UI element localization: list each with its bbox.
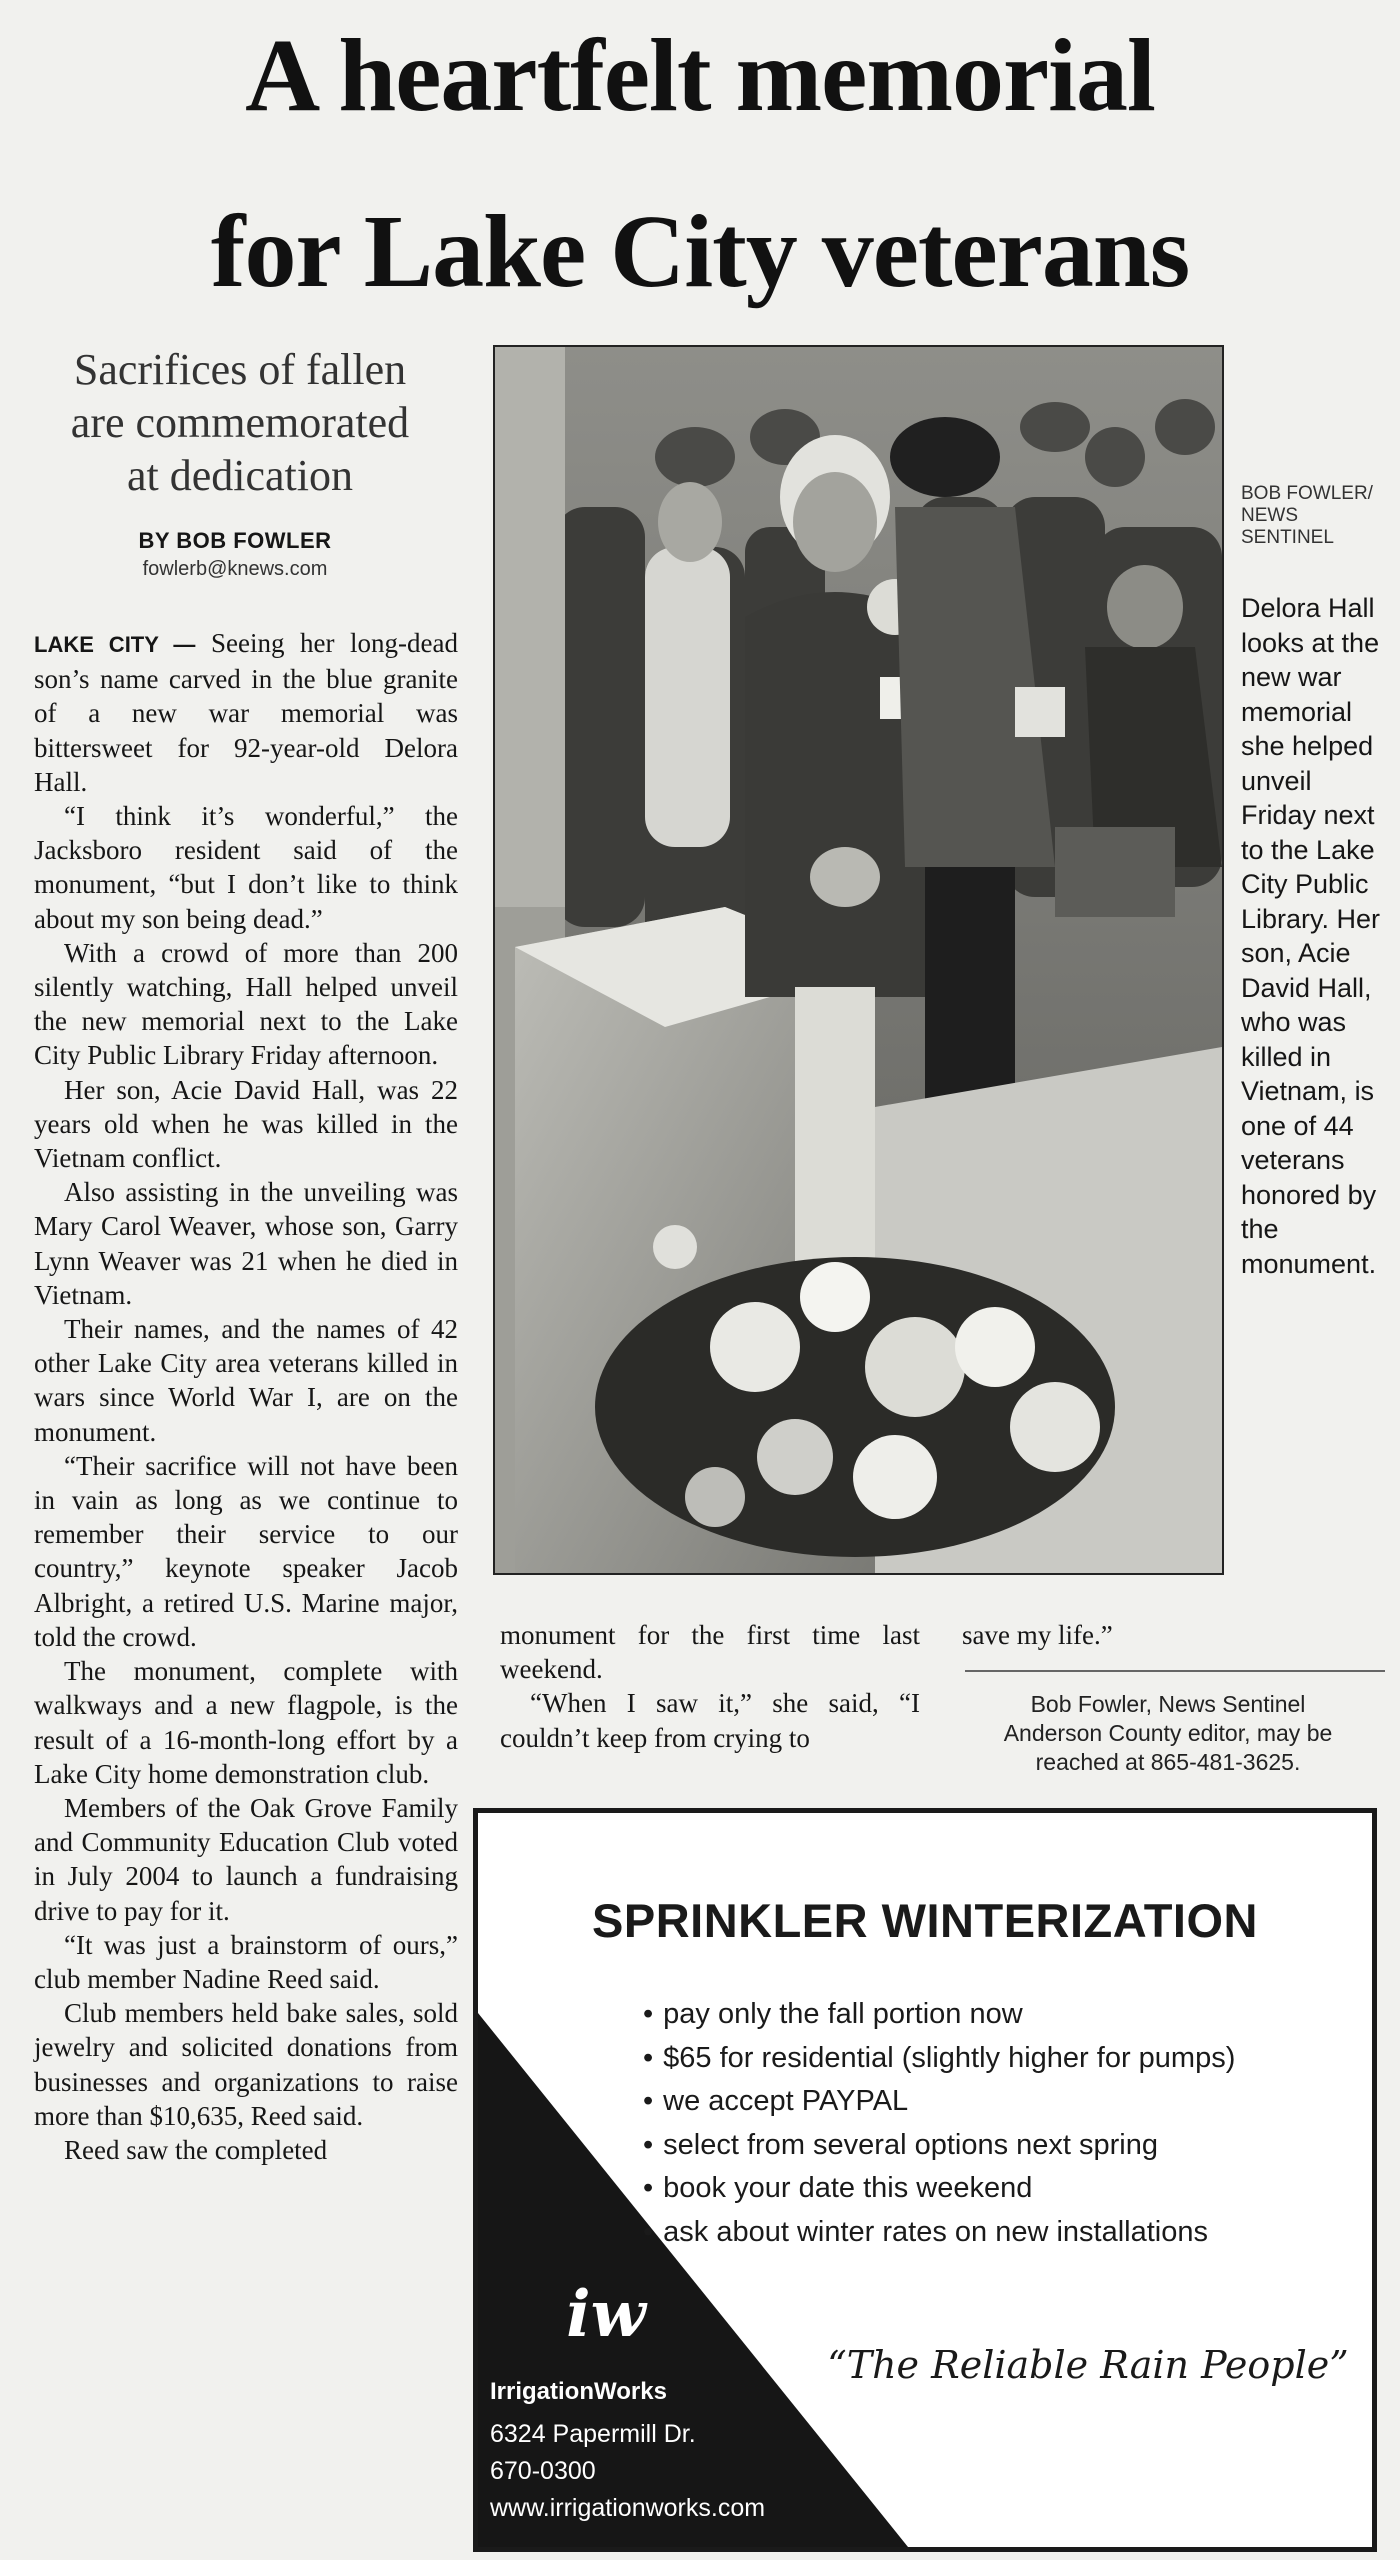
article-column-1 [34, 626, 458, 2167]
list-item: • pay only the fall portion now [643, 1993, 1363, 2037]
ad-phone: 670-0300 [490, 2457, 596, 2485]
article-paragraph: monument for the first time last weekend. [500, 1620, 920, 1685]
ad-brand-name: IrrigationWorks [490, 2378, 667, 2405]
ad-address: 6324 Papermill Dr. [490, 2420, 696, 2448]
article-paragraph: LAKE CITY — Seeing her long-dead son’s name carved in the blue granite of a new war memorial was bittersweet for 92-year-old Delora Hall. [34, 628, 459, 797]
article-paragraph: With a crowd of more than 200 silently watching, Hall helped unveil the new memorial next to the Lake City Public Library Friday afternoon. [34, 937, 458, 1071]
deck-line-1: Sacrifices of fallen [73, 345, 407, 394]
article-paragraph: “Their sacrifice will not have been in vain as long as we continue to remember their service to our country,” keynote speaker Jacob Albright, a retired U.S. Marine major, told the crowd. [34, 1450, 458, 1652]
list-item: • $65 for residential (slightly higher for pumps) [643, 2037, 1363, 2081]
article-paragraph: The monument, complete with walkways and a new flagpole, is the result of a 16-month-long effort by a Lake City home demonstration club. [34, 1656, 458, 1789]
irrigationworks-logo: iw [566, 2277, 646, 2352]
photo-illustration [495, 347, 1222, 1573]
article-paragraph: Reed saw the completed [64, 2134, 328, 2165]
dateline: LAKE CITY — [34, 632, 196, 657]
deck-line-3: at dedication [126, 451, 353, 500]
author-tagline: Bob Fowler, News Sentinel Anderson County editor, may be reached at 865-481-3625. [1003, 1691, 1333, 1775]
article-paragraph: Her son, Acie David Hall, was 22 years old when he was killed in the Vietnam conflict. [34, 1074, 458, 1174]
photo-credit: BOB FOWLER/ NEWS SENTINEL [1241, 483, 1373, 548]
byline [0, 528, 470, 581]
article-paragraph: “When I saw it,” she said, “I couldn’t keep from crying to [500, 1688, 920, 1753]
ad-feature-list [643, 1993, 1363, 2254]
photo-caption: Delora Hall looks at the new war memorial she helped unveil Friday next to the Lake City Public Library. Her son, Acie David Hall, who was killed in Vietnam, is one of 44 veterans honored by the monument. [1241, 593, 1381, 1279]
article-paragraph: save my life.” [962, 1620, 1113, 1650]
deck-line-2: are commemorated [70, 398, 410, 447]
ad-website-link[interactable]: www.irrigationworks.com [490, 2494, 766, 2522]
headline-line-1: A heartfelt memorial [245, 18, 1155, 133]
list-item: • book your date this weekend [643, 2167, 1363, 2211]
byline-email[interactable]: fowlerb@knews.com [142, 558, 328, 580]
sprinkler-advertisement[interactable] [473, 1808, 1377, 2552]
headline-line-2: for Lake City veterans [210, 194, 1190, 309]
article-paragraph: Also assisting in the unveiling was Mary Carol Weaver, whose son, Garry Lynn Weaver was 21 when he died in Vietnam. [34, 1177, 458, 1310]
article-column-3 [962, 1618, 1382, 1652]
article-paragraph: Their names, and the names of 42 other Lake City area veterans killed in wars since World War I, are on the monument. [34, 1314, 458, 1447]
ad-slogan: “The Reliable Rain People” [827, 2343, 1349, 2387]
article-paragraph: “I think it’s wonderful,” the Jacksboro resident said of the monument, “but I don’t like to think about my son being dead.” [34, 801, 458, 934]
list-item: • select from several options next spring [643, 2124, 1363, 2168]
divider [965, 1670, 1385, 1672]
list-item: • we accept PAYPAL [643, 2080, 1363, 2124]
list-item: • ask about winter rates on new installations [643, 2211, 1363, 2255]
article-column-2 [500, 1618, 920, 1755]
article-paragraph: Members of the Oak Grove Family and Community Education Club voted in July 2004 to launch a fundraising drive to pay for it. [34, 1792, 458, 1926]
article-paragraph: Club members held bake sales, sold jewelry and solicited donations from businesses and organizations to raise more than $10,635, Reed said. [34, 1998, 458, 2131]
byline-name: BY BOB FOWLER [138, 528, 332, 553]
article-paragraph: “It was just a brainstorm of ours,” club member Nadine Reed said. [34, 1929, 458, 1994]
news-photo [493, 345, 1224, 1575]
ad-title: SPRINKLER WINTERIZATION [592, 1894, 1258, 1947]
